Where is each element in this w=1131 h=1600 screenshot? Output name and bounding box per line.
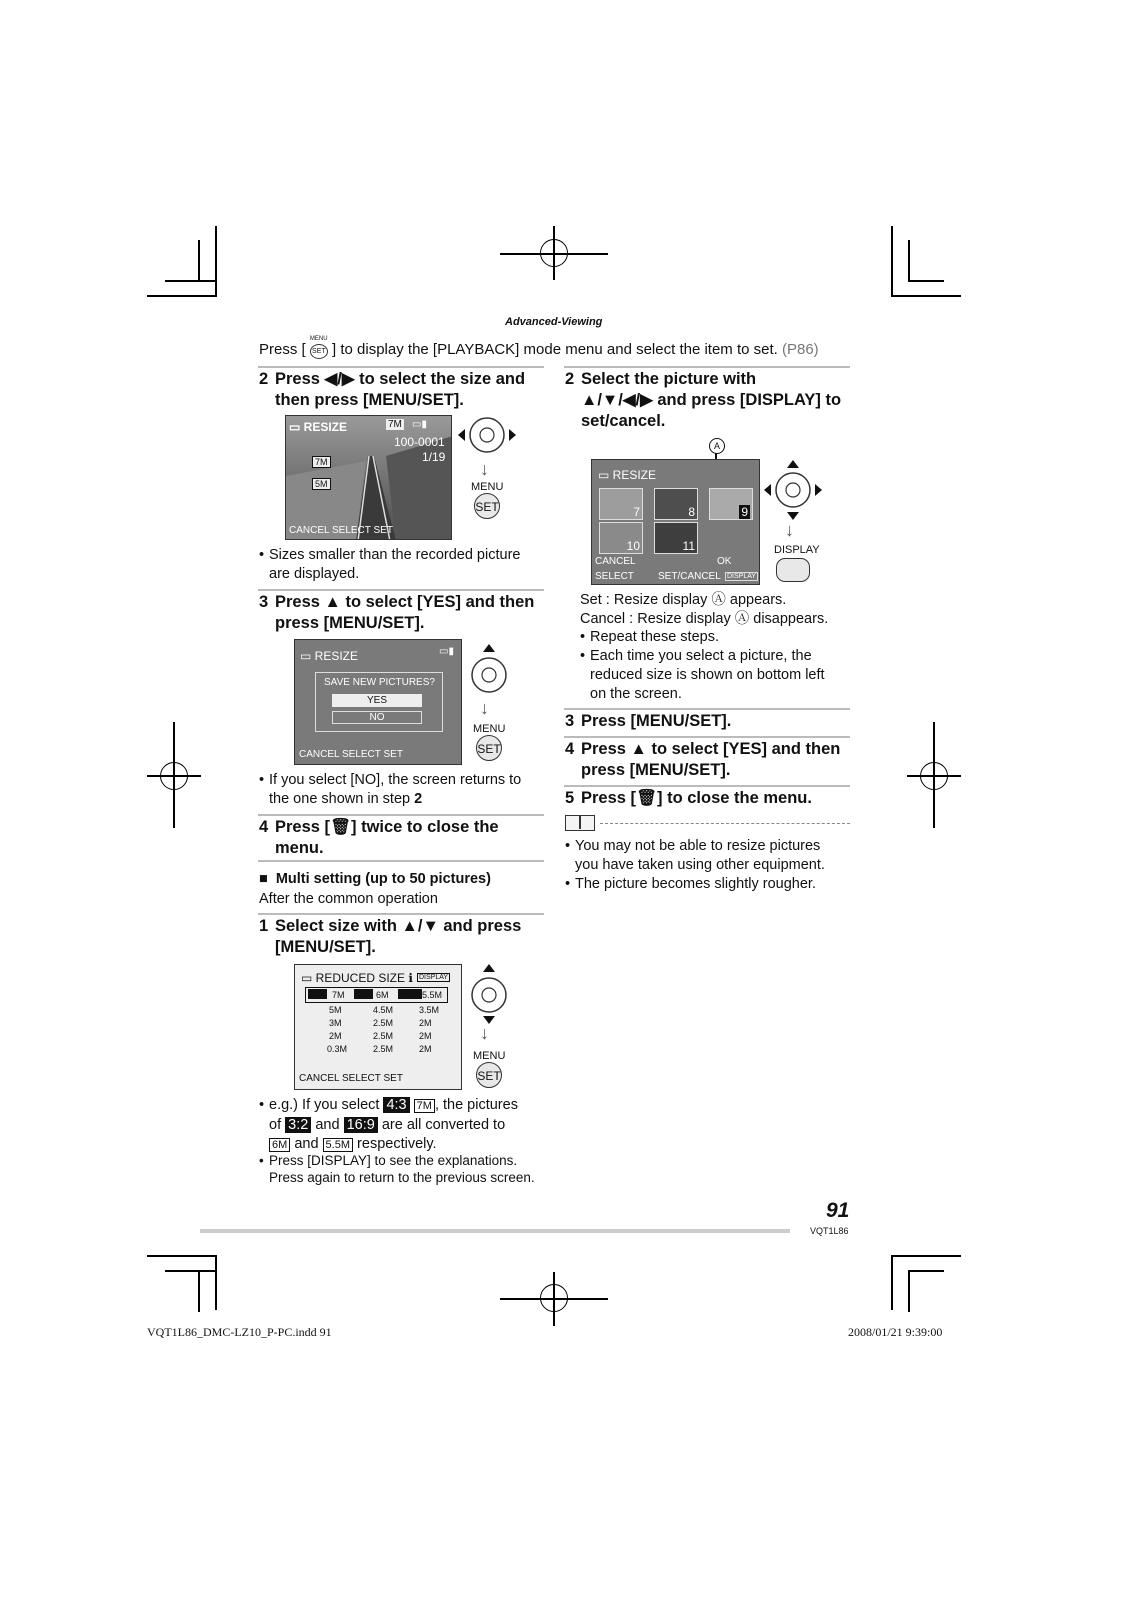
screen1-size-badge: 7M [388, 419, 402, 430]
screen4-select: SELECT [595, 571, 634, 582]
screen4-cancel: CANCEL [595, 556, 636, 567]
intro-pre: Press [ [259, 341, 306, 358]
picture-select-screen [591, 459, 760, 585]
left-bullet-2: • If you select [NO], the screen returns to the one shown in step 2 [259, 771, 549, 809]
screen4-ok: OK [717, 556, 732, 567]
display-button-icon [776, 558, 810, 582]
footer-bar [200, 1229, 790, 1233]
set-button-icon: SET [476, 735, 502, 761]
intro-line [259, 336, 819, 358]
page-number: 91 [826, 1199, 850, 1222]
thumbnail: 10 [599, 522, 643, 554]
note-divider [600, 823, 850, 824]
down-arrow-icon: ↓ [785, 520, 794, 540]
screen1-count: 1/19 [422, 450, 446, 464]
trash-icon: 🗑 [636, 789, 657, 807]
screen4-title: ▭ RESIZE [598, 468, 657, 482]
right-bullets: • Repeat these steps. • Each time you select a picture, the reduced size is shown on bottom left on the screen. [580, 628, 850, 704]
marker-a: A [709, 438, 725, 454]
doc-code: VQT1L86 [810, 1226, 849, 1236]
dpad-left-right-icon [456, 414, 518, 456]
no-option: NO [332, 711, 422, 724]
screen1-file: 100-0001 [394, 435, 445, 449]
screen2-title: ▭ RESIZE [300, 649, 359, 663]
trash-icon: 🗑 [330, 818, 351, 836]
set-button-icon: SET [476, 1062, 502, 1088]
left-bullet-3: • e.g.) If you select 4:3 7M , the pictures of 3:2 and 16:9 are all converted to 6M and 5.5M respectively. [259, 1096, 549, 1155]
display-label: DISPLAY [774, 544, 820, 556]
screen3-title: ▭ REDUCED SIZE ℹ [301, 971, 413, 985]
battery-icon: ▭▮ [439, 646, 454, 657]
screen1-opt2: 5M [312, 478, 331, 490]
size-table-body: 5M 4.5M 3.5M 3M 2.5M 2M 2M 2.5M 2M 0.3M 2.5M 2M [327, 1005, 440, 1054]
screen1-opt1: 7M [312, 456, 331, 468]
set-button-icon: SET [474, 493, 500, 519]
thumbnail: 8 [654, 488, 698, 520]
intro-post: ] to display the [PLAYBACK] mode menu and select the item to set. [332, 341, 778, 358]
down-arrow-icon: ↓ [480, 1023, 489, 1043]
confirm-question: SAVE NEW PICTURES? [324, 677, 435, 688]
screen4-setcancel: SET/CANCEL [658, 571, 721, 582]
file-name: VQT1L86_DMC-LZ10_P-PC.indd 91 [147, 1325, 332, 1339]
resize-size-screen [285, 415, 452, 540]
multi-setting-title: ■ Multi setting (up to 50 pictures) [259, 871, 491, 887]
size-table-header: 4:3 7M 3:2 6M 16:9 5.5M [305, 987, 448, 1003]
confirm-dialog [315, 672, 443, 732]
print-date: 2008/01/21 9:39:00 [848, 1325, 943, 1339]
thumbnail: 7 [599, 488, 643, 520]
menu-label: MENU [471, 481, 504, 493]
multi-setting-sub: After the common operation [259, 891, 438, 907]
down-arrow-icon: ↓ [480, 698, 489, 718]
screen1-footer: CANCEL SELECT SET [289, 525, 393, 536]
resize-confirm-screen [294, 639, 462, 765]
left-step-4: 4 Press [🗑] twice to close the menu. [259, 818, 499, 857]
battery-icon: ▭▮ [412, 419, 427, 430]
left-step-1: 1 Select size with ▲/▼ and press [MENU/SET]. [259, 917, 522, 956]
section-header: Advanced-Viewing [505, 316, 603, 328]
yes-option: YES [332, 694, 422, 707]
dpad-up-down-icon [468, 962, 510, 1030]
left-bullet-4: • Press [DISPLAY] to see the explanations. Press again to return to the previous screen. [259, 1152, 549, 1186]
left-step-2: 2 Press ◀/▶ to select the size and then press [MENU/SET]. [259, 370, 526, 409]
thumbnail: 11 [654, 522, 698, 554]
reduced-size-screen [294, 964, 462, 1090]
set-description: Set : Resize display Ⓐ appears. [580, 592, 787, 608]
cancel-description: Cancel : Resize display Ⓐ disappears. [580, 611, 829, 627]
note-book-icon [565, 815, 595, 831]
right-step-3: 3 Press [MENU/SET]. [565, 712, 732, 730]
notes: • You may not be able to resize pictures you have taken using other equipment. • The picture becomes slightly rougher. [565, 837, 850, 894]
down-arrow-icon: ↓ [480, 459, 489, 479]
menu-label: MENU [473, 1050, 506, 1062]
left-bullet-1: • Sizes smaller than the recorded picture are displayed. [259, 546, 549, 584]
left-step-3: 3 Press ▲ to select [YES] and then press [MENU/SET]. [259, 593, 535, 632]
right-step-2: 2 Select the picture with ▲/▼/◀/▶ and press [DISPLAY] to set/cancel. [565, 370, 842, 430]
screen2-footer: CANCEL SELECT SET [299, 749, 403, 760]
thumbnail: 9 [709, 488, 753, 520]
menu-set-icon: MENU SET [310, 340, 328, 358]
right-step-4: 4 Press ▲ to select [YES] and then press [MENU/SET]. [565, 740, 841, 779]
dpad-four-way-icon [762, 458, 824, 524]
right-step-5: 5 Press [🗑] to close the menu. [565, 789, 812, 807]
dpad-up-icon [468, 642, 510, 700]
screen1-title: ▭ RESIZE [289, 420, 348, 434]
screen3-footer: CANCEL SELECT SET [299, 1073, 403, 1084]
display-badge: DISPLAY [419, 974, 449, 981]
menu-label: MENU [473, 723, 506, 735]
screen4-display: DISPLAY [727, 573, 757, 580]
square-bullet-icon: ■ [259, 871, 268, 887]
page-ref: (P86) [782, 341, 819, 358]
